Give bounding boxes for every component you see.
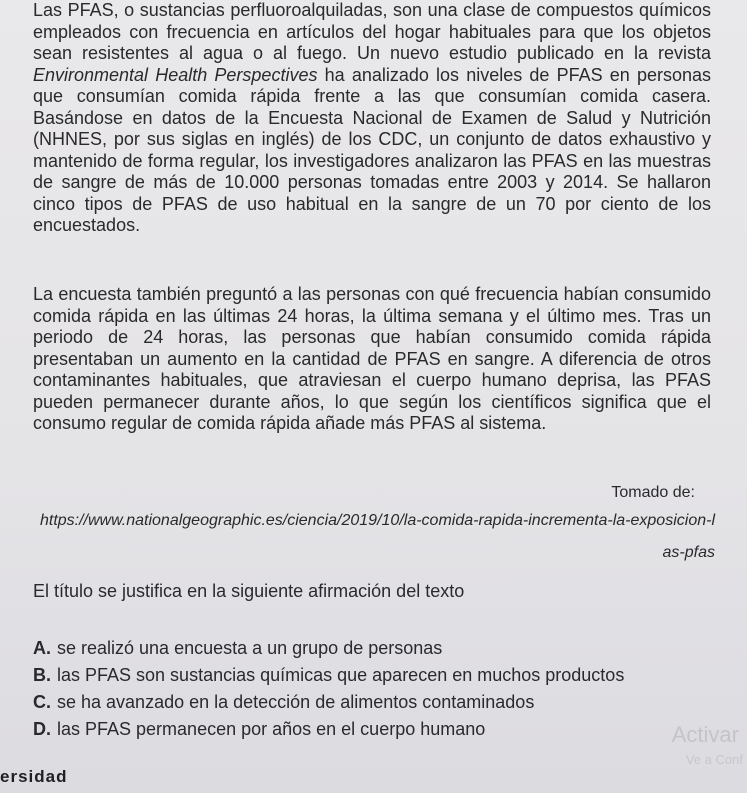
- option-d[interactable]: [33, 718, 624, 745]
- activation-watermark: Activar: [671, 722, 739, 747]
- option-text: se ha avanzado en la detección de alimentos contaminados: [57, 692, 535, 712]
- source-url: https://www.nationalgeographic.es/ciencia/2019/10/la-comida-rapida-incrementa-la-exposicion-las-pfas: [39, 512, 715, 561]
- footer-text: ersidad: [0, 767, 68, 786]
- passage-paragraph-1: [33, 0, 711, 237]
- option-text: las PFAS son sustancias químicas que aparecen en muchos productos: [57, 665, 625, 685]
- option-c[interactable]: [33, 691, 624, 718]
- option-b[interactable]: [33, 664, 624, 691]
- passage-paragraph-2: La encuesta también preguntó a las personas con qué frecuencia habían consumido comida rápida en las últimas 24 horas, la última semana y el último mes. Tras un periodo de 24 horas, las personas que habían consumido comida rápida presentaban un aumento en la cantidad de PFAS en sangre. A diferencia de otros contaminantes habituales, que atraviesan el cuerpo humano deprisa, las PFAS pueden permanecer durante años, lo que según los científicos significa que el consumo regular de comida rápida añade más PFAS al sistema.: [33, 284, 711, 433]
- journal-name: Environmental Health Perspectives: [33, 64, 318, 85]
- answer-options: [33, 637, 624, 745]
- source-label: Tomado de:: [611, 484, 695, 501]
- option-letter: A.: [33, 638, 51, 658]
- activation-watermark-subtitle: Ve a Conf: [685, 752, 743, 767]
- option-letter: D.: [33, 719, 51, 739]
- question-stem: El título se justifica en la siguiente afirmación del texto: [33, 581, 465, 601]
- option-text: se realizó una encuesta a un grupo de personas: [57, 638, 443, 658]
- option-text: las PFAS permanecen por años en el cuerpo humano: [57, 719, 486, 739]
- option-letter: C.: [33, 692, 51, 712]
- p1-text-start: Las PFAS, o sustancias perfluoroalquiladas, son una clase de compuestos químicos empleados con frecuencia en artículos del hogar habituales para que los objetos sean resistentes al agua o al fuego. Un nuevo estudio publicado en la revista: [33, 0, 711, 63]
- option-letter: B.: [33, 665, 51, 685]
- option-a[interactable]: [33, 637, 624, 664]
- p1-text-end: ha analizado los niveles de PFAS en personas que consumían comida rápida frente a las que consumían comida casera. Basándose en datos de la Encuesta Nacional de Examen de Salud y Nutrición (NHNES, por sus siglas en inglés) de los CDC, un conjunto de datos exhaustivo y mantenido de forma regular, los investigadores analizaron las PFAS en las muestras de sangre de más de 10.000 personas tomadas entre 2003 y 2014. Se hallaron cinco tipos de PFAS de uso habitual en la sangre de un 70 por ciento de los encuestados.: [33, 64, 711, 235]
